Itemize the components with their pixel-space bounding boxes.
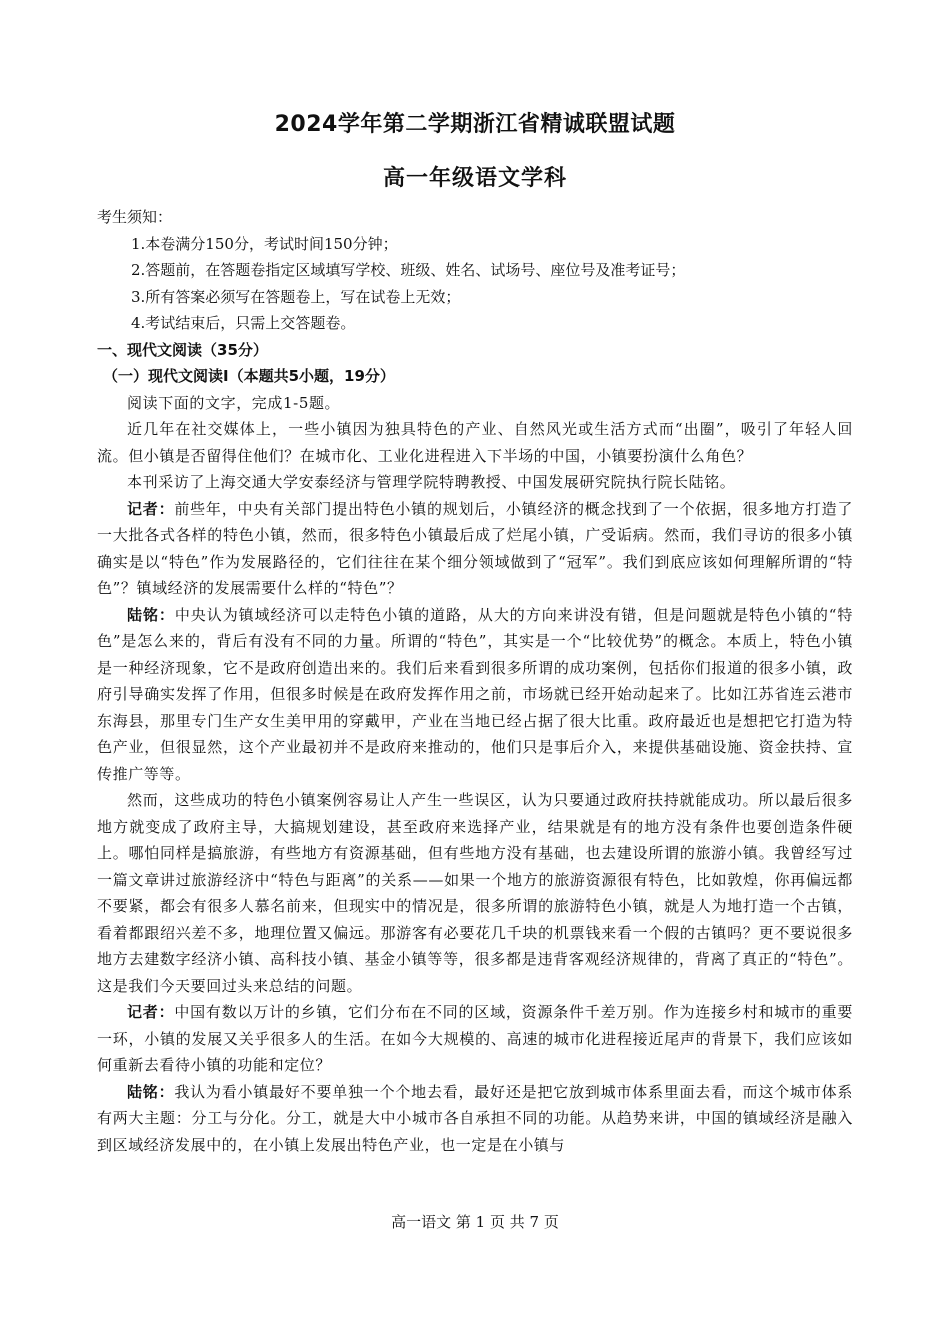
speaker-label: 陆铭： [127, 605, 175, 624]
page-footer: 高一语文 第 1 页 共 7 页 [391, 1213, 559, 1231]
speaker-label: 记者： [127, 1003, 175, 1021]
speaker-label: 陆铭： [127, 1082, 175, 1101]
exam-page [97, 108, 853, 1158]
notice-heading: 考生须知： [97, 208, 173, 226]
notice-item: 4.考试结束后，只需上交答题卷。 [131, 314, 356, 332]
paragraph [97, 469, 853, 496]
section-title: 一、现代文阅读（35分） [97, 340, 268, 359]
paragraph [97, 496, 853, 602]
notice-item: 3.所有答案必须写在答题卷上，写在试卷上无效； [131, 287, 461, 306]
paragraph-text: 前些年，中央有关部门提出特色小镇的规划后，小镇经济的概念找到了一个依据，很多地方打造了一大批各式各样的特色小镇，然而，很多特色小镇最后成了烂尾小镇，广受诟病。然而，我们寻访的很多小镇确实是以“特色”作为发展路径的，它们往往在某个细分领域做到了“冠军”。我们到底应该如何理解所谓的“特色”？镇域经济的发展需要什么样的“特色”？ [97, 499, 853, 597]
paragraph [97, 416, 853, 469]
paragraph-text: 我认为看小镇最好不要单独一个个地去看，最好还是把它放到城市体系里面去看，而这个城市体系有两大主题：分工与分化。分工，就是大中小城市各自承担不同的功能。从趋势来讲，中国的镇域经济是融入到区域经济发展中的，在小镇上发展出特色产业，也一定是在小镇与 [97, 1082, 853, 1154]
paragraph-text: 本刊采访了上海交通大学安泰经济与管理学院特聘教授、中国发展研究院执行院长陆铭。 [127, 473, 736, 491]
speaker-label: 记者： [127, 499, 175, 518]
paragraph [97, 787, 853, 999]
paragraph-text: 然而，这些成功的特色小镇案例容易让人产生一些误区，认为只要通过政府扶持就能成功。所以最后很多地方就变成了政府主导，大搞规划建设，甚至政府来选择产业，结果就是有的地方没有条件也要创造条件硬上。哪怕同样是搞旅游，有些地方有资源基础，但有些地方没有基础，也去建设所谓的旅游小镇。我曾经写过一篇文章讲过旅游经济中“特色与距离”的关系——如果一个地方的旅游资源很有特色，比如敦煌，你再偏远都不要紧，都会有很多人慕名前来，但现实中的情况是，很多所谓的旅游特色小镇，就是人为地打造一个古镇，看着都跟绍兴差不多，地理位置又偏远。那游客有必要花几千块的机票钱来看一个假的古镇吗？更不要说很多地方去建数字经济小镇、高科技小镇、基金小镇等等，很多都是违背客观经济规律的，背离了真正的“特色”。这是我们今天要回过头来总结的问题。 [97, 791, 853, 995]
section-subtitle: （一）现代文阅读Ⅰ（本题共5小题，19分） [103, 367, 395, 385]
paragraph-text: 中央认为镇域经济可以走特色小镇的道路，从大的方向来讲没有错，但是问题就是特色小镇的“特色”是怎么来的，背后有没有不同的力量。所谓的“特色”，其实是一个“比较优势”的概念。本质上，特色小镇是一种经济现象，它不是政府创造出来的。我们后来看到很多所谓的成功案例，包括你们报道的很多小镇，政府引导确实发挥了作用，但很多时候是在政府发挥作用之前，市场就已经开始动起来了。比如江苏省连云港市东海县，那里专门生产女生美甲用的穿戴甲，产业在当地已经占据了很大比重。政府最近也是想把它打造为特色产业，但很显然，这个产业最初并不是政府来推动的，他们只是事后介入，来提供基础设施、资金扶持、宣传推广等等。 [97, 605, 853, 783]
paragraph-text: 近几年在社交媒体上，一些小镇因为独具特色的产业、自然风光或生活方式而“出圈”，吸引了年轻人回流。但小镇是否留得住他们？在城市化、工业化进程进入下半场的中国，小镇要扮演什么角色？ [97, 420, 853, 465]
paragraph [97, 602, 853, 788]
exam-title: 2024学年第二学期浙江省精诚联盟试题 [274, 112, 676, 137]
instruction: 阅读下面的文字，完成1-5题。 [127, 393, 341, 412]
paragraph [97, 1079, 853, 1159]
notice-item: 1.本卷满分150分，考试时间150分钟； [131, 234, 398, 253]
paragraph-text: 中国有数以万计的乡镇，它们分布在不同的区域，资源条件千差万别。作为连接乡村和城市的重要一环，小镇的发展又关乎很多人的生活。在如今大规模的、高速的城市化进程接近尾声的背景下，我们应该如何重新去看待小镇的功能和定位？ [97, 1003, 853, 1074]
exam-subtitle: 高一年级语文学科 [382, 166, 567, 191]
notice-item: 2.答题前，在答题卷指定区域填写学校、班级、姓名、试场号、座位号及准考证号； [131, 261, 686, 279]
paragraph [97, 999, 853, 1079]
